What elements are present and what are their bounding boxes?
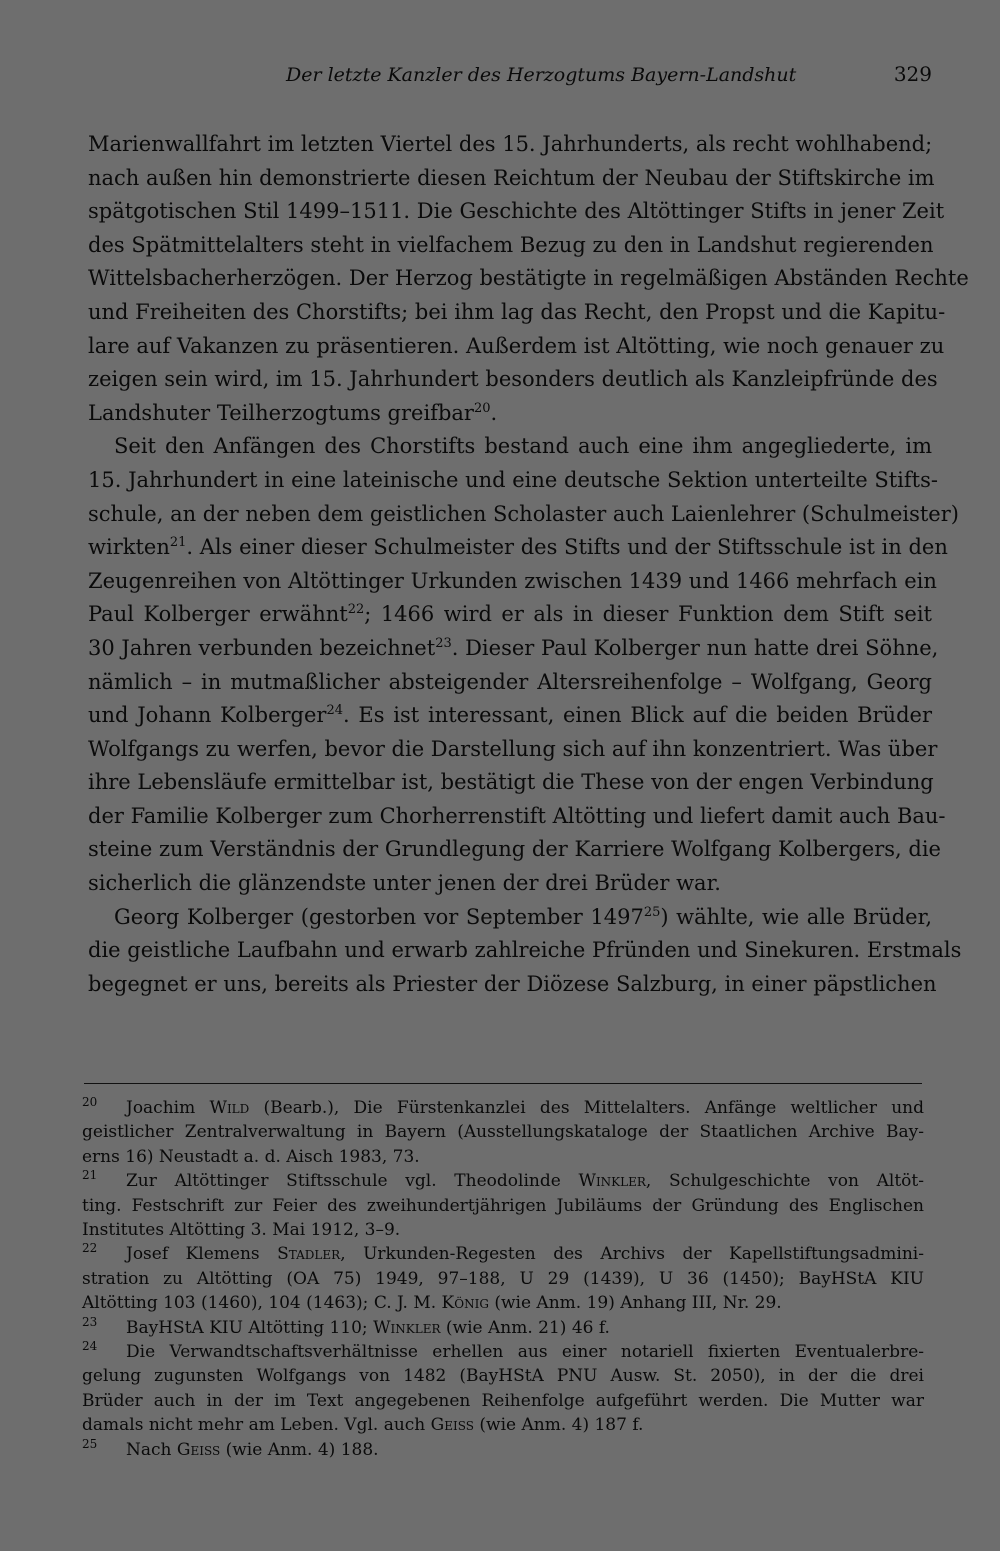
footnote-line <box>82 1413 924 1437</box>
footnote-line <box>82 1291 924 1315</box>
text-fragment: BayHStA KIU Altötting 110; <box>126 1317 374 1338</box>
text-fragment: wirkten <box>88 535 170 560</box>
text-line: Seit den Anfängen des Chorstifts bestand auch eine ihm angegliederte, im <box>114 434 932 459</box>
text-line: und Freiheiten des Chorstifts; bei ihm lag das Recht, den Propst und die Kapitu- <box>88 299 946 324</box>
footnote-line: 20 Joachim Wild (Bearb.), Die Fürstenkanzlei des Mittelalters. Anfänge weltlicher und <box>82 1095 924 1118</box>
footnote-separator <box>84 1083 922 1084</box>
page-number: 329 <box>893 62 932 86</box>
text-fragment: damals nicht mehr am Leben. Vgl. auch <box>82 1415 431 1436</box>
footnote-line: 22 Josef Klemens Stadler, Urkunden-Regesten des Archivs der Kapellstiftungsadmini- <box>82 1241 924 1265</box>
main-text <box>88 128 969 1001</box>
text-fragment: Paul Kolberger erwähnt <box>88 602 348 627</box>
text-fragment: , Schulgeschichte von Altöt- <box>645 1171 924 1192</box>
text-line: nach außen hin demonstrierte diesen Reichtum der Neubau der Stiftskirche im <box>88 165 935 190</box>
text-fragment: . Dieser Paul Kolberger nun hatte drei Söhne, <box>451 635 939 660</box>
footnote-line: geistlicher Zentralverwaltung in Bayern (Ausstellungskataloge der Staatlichen Archive Bay- <box>82 1122 924 1143</box>
text-fragment: Die Verwandtschaftsverhältnisse erhellen aus einer notariell fixierten Eventualerbre- <box>126 1342 924 1363</box>
text-fragment: Nach <box>126 1439 177 1460</box>
footnote-line: gelung zugunsten Wolfgangs von 1482 (BayHStA PNU Ausw. St. 2050), in der die drei <box>82 1366 924 1387</box>
paragraph-1 <box>88 128 969 430</box>
author-name: Geiss <box>430 1415 474 1436</box>
footnote-line: Institutes Altötting 3. Mai 1912, 3–9. <box>82 1220 401 1241</box>
text-line: begegnet er uns, bereits als Priester der Diözese Salzburg, in einer päpstlichen <box>88 971 937 996</box>
author-name: Wild <box>209 1098 250 1118</box>
footnote-line: stration zu Altötting (OA 75) 1949, 97–188, U 29 (1439), U 36 (1450); BayHStA KIU <box>82 1268 924 1289</box>
footnote-ref-22[interactable]: 22 <box>347 602 365 618</box>
running-title: Der letzte Kanzler des Herzogtums Bayern-Landshut <box>286 64 797 86</box>
running-header <box>90 62 932 86</box>
text-fragment: Georg Kolberger (gestorben vor September 1497 <box>114 904 644 929</box>
footnote-ref-24[interactable]: 24 <box>326 703 343 719</box>
text-fragment: Joachim <box>126 1098 210 1118</box>
footnote-line: erns 16) Neustadt a. d. Aisch 1983, 73. <box>82 1146 420 1167</box>
text-line: ihre Lebensläufe ermittelbar ist, bestätigt die These von der engen Verbindung <box>88 770 934 795</box>
footnote-line: 21 Zur Altöttinger Stiftsschule vgl. Theodolinde Winkler, Schulgeschichte von Altöt- <box>82 1168 924 1192</box>
text-fragment: (wie Anm. 4) 188. <box>220 1439 379 1460</box>
text-fragment: 30 Jahren verbunden bezeichnet <box>88 635 436 660</box>
text-line: Marienwallfahrt im letzten Viertel des 15. Jahrhunderts, als recht wohlhabend; <box>88 132 933 156</box>
text-line <box>88 699 932 733</box>
text-fragment: . Es ist interessant, einen Blick auf die beiden Brüder <box>343 703 932 728</box>
text-line: steine zum Verständnis der Grundlegung der Karriere Wolfgang Kolbergers, die <box>88 837 941 862</box>
text-fragment: Josef Klemens <box>126 1244 278 1265</box>
paragraph-2 <box>88 430 959 900</box>
text-fragment: . Als einer dieser Schulmeister des Stifts und der Stiftsschule ist in den <box>186 535 948 560</box>
text-line: Landshuter Teilherzogtums greifbar$^{20}$. <box>88 400 498 425</box>
footnote-24 <box>82 1340 924 1438</box>
text-line: schule, an der neben dem geistlichen Scholaster auch Laienlehrer (Schulmeister) <box>88 501 959 526</box>
text-line: des Spätmittelalters steht in vielfachem Bezug zu den in Landshut regierenden <box>88 232 934 257</box>
text-line <box>88 901 932 935</box>
text-fragment: (wie Anm. 21) 46 f. <box>440 1317 610 1338</box>
text-fragment: ) wählte, wie alle Brüder, <box>660 904 932 929</box>
text-line <box>88 632 939 666</box>
footnote-20 <box>82 1096 924 1169</box>
text-fragment: Landshuter Teilherzogtums greifbar <box>88 400 474 425</box>
footnote-23 <box>82 1316 924 1340</box>
author-name: Winkler <box>578 1171 646 1192</box>
text-line: spätgotischen Stil 1499–1511. Die Geschichte des Altöttinger Stifts in jener Zeit <box>88 199 945 224</box>
text-line: die geistliche Laufbahn und erwarb zahlreiche Pfründen und Sinekuren. Erstmals <box>88 938 962 963</box>
text-fragment: , Urkunden-Regesten des Archivs der Kapellstiftungsadmini- <box>340 1244 924 1265</box>
text-line: der Familie Kolberger zum Chorherrenstift Altötting und liefert damit auch Bau- <box>88 803 946 828</box>
text-line: 15. Jahrhundert in eine lateinische und eine deutsche Sektion unterteilte Stifts- <box>88 467 938 492</box>
text-fragment: (wie Anm. 19) Anhang III, Nr. 29. <box>488 1293 782 1314</box>
author-name: Winkler <box>373 1317 441 1338</box>
footnote-line: Brüder auch in der im Text angegebenen Reihenfolge aufgeführt werden. Die Mutter war <box>82 1390 924 1411</box>
text-fragment: Altötting 103 (1460), 104 (1463); C. J. M. <box>82 1293 442 1314</box>
text-line <box>88 531 948 565</box>
author-name: König <box>441 1293 489 1314</box>
text-line: nämlich – in mutmaßlicher absteigender Altersreihenfolge – Wolfgang, Georg <box>88 669 932 694</box>
text-fragment: (wie Anm. 4) 187 f. <box>473 1415 644 1436</box>
text-fragment: (Bearb.), Die Fürstenkanzlei des Mittelalters. Anfänge weltlicher und <box>249 1098 924 1118</box>
footnote-line: ting. Festschrift zur Feier des zweihundertjährigen Jubiläums der Gründung des Englischen <box>82 1195 924 1216</box>
footnote-22 <box>82 1242 924 1315</box>
footnote-25 <box>82 1438 924 1462</box>
text-line <box>88 598 932 632</box>
text-line: lare auf Vakanzen zu präsentieren. Außerdem ist Altötting, wie noch genauer zu <box>88 333 945 358</box>
footnotes <box>82 1096 924 1462</box>
footnote-line: 23 BayHStA KIU Altötting 110; Winkler (wie Anm. 21) 46 f. <box>82 1314 610 1338</box>
text-line: zeigen sein wird, im 15. Jahrhundert besonders deutlich als Kanzleipfründe des <box>88 367 938 392</box>
text-fragment: ; 1466 wird er als in dieser Funktion dem Stift seit <box>364 602 933 627</box>
footnote-ref-23[interactable]: 23 <box>435 635 452 651</box>
footnote-ref-25[interactable]: 25 <box>643 904 661 920</box>
author-name: Stadler <box>277 1244 341 1265</box>
text-line: Zeugenreihen von Altöttinger Urkunden zwischen 1439 und 1466 mehrfach ein <box>88 568 937 593</box>
paragraph-3 <box>88 901 962 1002</box>
text-fragment: und Johann Kolberger <box>88 703 327 728</box>
author-name: Geiss <box>176 1439 221 1460</box>
text-line: Wolfgangs zu werfen, bevor die Darstellung sich auf ihn konzentriert. Was über <box>88 736 938 761</box>
text-line: sicherlich die glänzendste unter jenen der drei Brüder war. <box>88 871 721 896</box>
footnote-line: 25 Nach Geiss (wie Anm. 4) 188. <box>82 1436 379 1460</box>
footnote-21 <box>82 1169 924 1242</box>
footnote-ref-20[interactable]: 20 <box>473 400 491 416</box>
text-fragment: Zur Altöttinger Stiftsschule vgl. Theodolinde <box>126 1171 579 1192</box>
footnote-line: 24 Die Verwandtschaftsverhältnisse erhellen aus einer notariell fixierten Eventualerbre- <box>82 1339 924 1363</box>
footnote-ref-21[interactable]: 21 <box>169 535 187 551</box>
text-line: Wittelsbacherherzögen. Der Herzog bestätigte in regelmäßigen Abständen Rechte <box>88 266 969 291</box>
